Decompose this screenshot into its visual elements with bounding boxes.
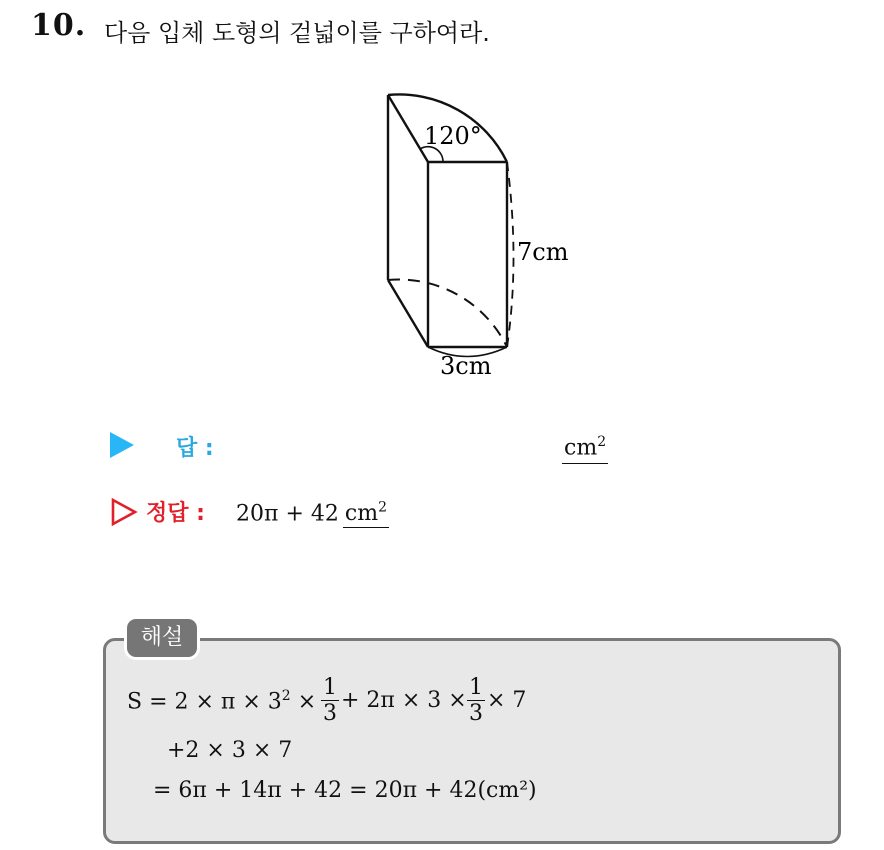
fraction-1-num: 1 (323, 675, 337, 700)
eq1-end: × 7 (487, 688, 527, 713)
fraction-1-den: 3 (323, 701, 337, 726)
eq1-exp: 2 (281, 688, 291, 704)
eq1-prefix: S = 2 × π × 3 (127, 689, 282, 715)
fraction-2-den: 3 (469, 701, 483, 726)
answer-label: 답 : (176, 436, 214, 461)
solid-figure (370, 70, 600, 390)
fraction-1 (321, 676, 339, 727)
fraction-2-num: 1 (469, 675, 483, 700)
correct-label: 정답 : (146, 501, 205, 526)
bottom-radius-left (388, 280, 428, 347)
question-text: 다음 입체 도형의 겉넓이를 구하여라. (104, 19, 490, 47)
correct-value (236, 494, 389, 528)
correct-unit-exp: 2 (378, 500, 387, 516)
eq1-mid: × (290, 689, 317, 715)
play-arrow-icon (110, 432, 134, 458)
radius-label: 3cm (440, 352, 492, 380)
explanation-line-1 (127, 688, 316, 714)
top-radius-left (388, 95, 428, 162)
question-number: 10. (31, 8, 87, 43)
answer-unit: cm (564, 435, 598, 461)
correct-answer-row (110, 494, 530, 530)
bottom-arc-hidden (388, 279, 507, 347)
angle-label: 120° (424, 122, 482, 150)
correct-unit-wrap (343, 501, 389, 528)
answer-blank[interactable] (562, 428, 608, 464)
explanation-tag: 해설 (127, 619, 197, 657)
explanation-line-2: +2 × 3 × 7 (167, 738, 293, 763)
height-label: 7cm (517, 238, 569, 266)
eq1-mid2: + 2π × 3 × (341, 688, 467, 713)
correct-unit: cm (344, 501, 379, 527)
answer-row (110, 428, 607, 464)
correct-value-text: 20π + 42 (236, 501, 339, 527)
explanation-line-3: = 6π + 14π + 42 = 20π + 42(cm²) (153, 778, 537, 803)
answer-unit-exp: 2 (597, 434, 607, 450)
fraction-2 (467, 676, 485, 727)
outline-arrow-icon (110, 498, 138, 526)
